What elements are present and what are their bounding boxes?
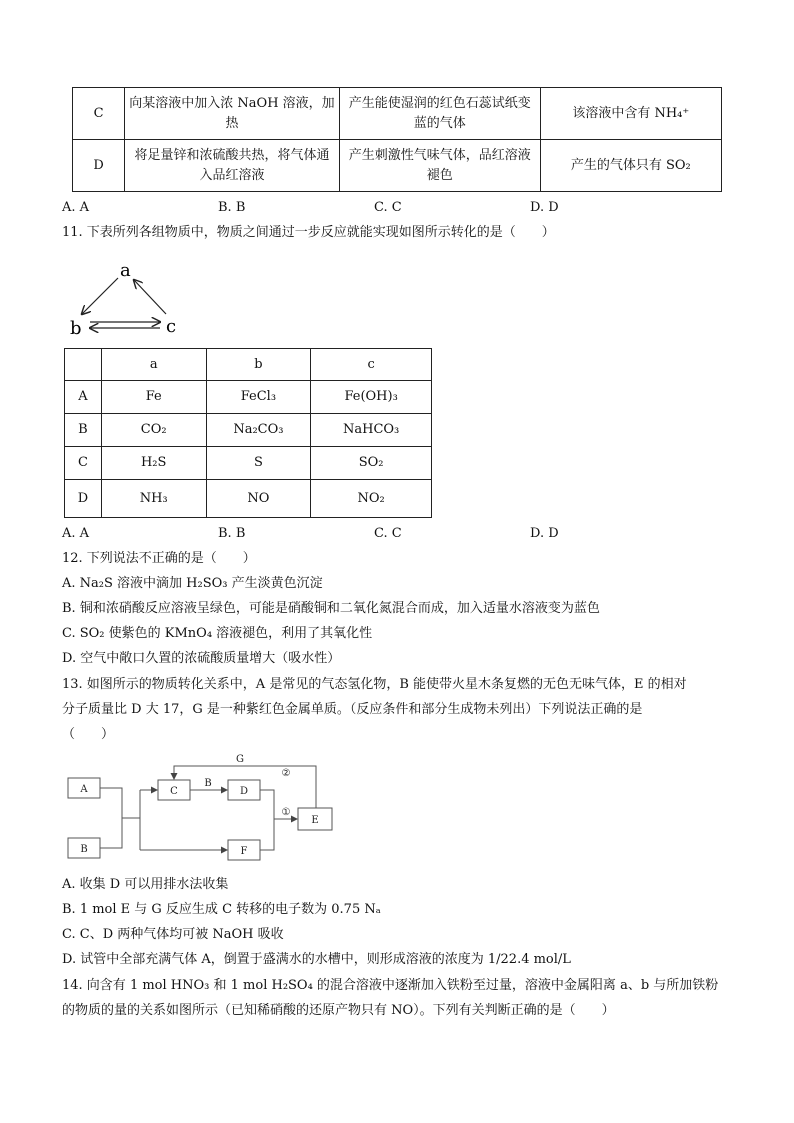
q10-options	[62, 199, 686, 217]
phenomenon-cell: 产生能使湿润的红色石蕊试纸变蓝的气体	[339, 88, 540, 140]
conclusion-cell: 该溶液中含有 NH₄⁺	[540, 88, 721, 140]
option-d[interactable]: D. D	[530, 526, 559, 541]
label-B: B	[80, 844, 88, 855]
q14-stem-line1: 14. 向含有 1 mol HNO₃ 和 1 mol H₂SO₄ 的混合溶液中逐渐加入铁粉至过量，溶液中金属阳离 a、b 与所加铁粉	[62, 978, 719, 993]
q11-table	[64, 348, 432, 518]
q13-flow-diagram	[60, 752, 350, 868]
table-row	[65, 381, 432, 414]
option-c[interactable]: C. C	[374, 526, 402, 541]
q11-stem: 11. 下表所列各组物质中，物质之间通过一步反应就能实现如图所示转化的是（ ）	[62, 225, 555, 240]
table-row	[73, 88, 722, 140]
q13-option-c[interactable]: C. C、D 两种气体均可被 NaOH 吸收	[62, 927, 284, 942]
node-c: c	[166, 316, 177, 337]
cell-c: SO₂	[311, 447, 432, 480]
node-b: b	[70, 318, 82, 339]
q13-option-d[interactable]: D. 试管中全部充满气体 A，倒置于盛满水的水槽中，则形成溶液的浓度为 1/22.4 mol/L	[62, 952, 571, 967]
q14-stem-line2: 的物质的量的关系如图所示（已知稀硝酸的还原产物只有 NO）。下列有关判断正确的是（ ）	[62, 1003, 615, 1018]
row-label: C	[73, 88, 125, 140]
label-F: F	[240, 846, 248, 857]
operation-cell: 将足量锌和浓硫酸共热，将气体通入品红溶液	[125, 140, 340, 192]
q11-diagram	[62, 256, 202, 342]
row-label: D	[65, 480, 102, 518]
label-E: E	[311, 815, 319, 826]
q13-option-b[interactable]: B. 1 mol E 与 G 反应生成 C 转移的电子数为 0.75 Nₐ	[62, 902, 381, 917]
table-row	[65, 447, 432, 480]
table-row	[73, 140, 722, 192]
node-a: a	[120, 260, 131, 281]
label-G: G	[236, 754, 244, 765]
row-label: D	[73, 140, 125, 192]
q13-stem-line1: 13. 如图所示的物质转化关系中，A 是常见的气态氢化物，B 能使带火星木条复燃的无色无味气体，E 的相对	[62, 677, 687, 692]
merge-line	[100, 788, 122, 848]
arrow-c-to-a	[134, 280, 166, 314]
q11-options	[62, 525, 686, 543]
header-cell: b	[206, 349, 311, 381]
label-arrow-B: B	[204, 778, 212, 789]
q13-stem-line2: 分子质量比 D 大 17，G 是一种紫红色金属单质。（反应条件和部分生成物未列出）下列说法正确的是	[62, 702, 643, 717]
table-row	[65, 414, 432, 447]
label-C: C	[170, 786, 178, 797]
cell-b: NO	[206, 480, 311, 518]
option-a[interactable]: A. A	[62, 200, 90, 215]
table-row	[65, 480, 432, 518]
label-A: A	[80, 784, 88, 795]
label-D: D	[239, 786, 249, 797]
cell-a: CO₂	[101, 414, 206, 447]
table-header-row	[65, 349, 432, 381]
q12-option-c[interactable]: C. SO₂ 使紫色的 KMnO₄ 溶液褪色，利用了其氧化性	[62, 626, 373, 641]
row-label: C	[65, 447, 102, 480]
q12-option-a[interactable]: A. Na₂S 溶液中滴加 H₂SO₃ 产生淡黄色沉淀	[62, 576, 323, 591]
option-c[interactable]: C. C	[374, 200, 402, 215]
header-cell: a	[101, 349, 206, 381]
cell-a: Fe	[101, 381, 206, 414]
arrow-a-to-b	[82, 278, 118, 314]
cell-c: Fe(OH)₃	[311, 381, 432, 414]
row-label: B	[65, 414, 102, 447]
option-b[interactable]: B. B	[218, 200, 246, 215]
option-a[interactable]: A. A	[62, 526, 90, 541]
q12-stem: 12. 下列说法不正确的是（ ）	[62, 551, 256, 566]
q13-option-a[interactable]: A. 收集 D 可以用排水法收集	[62, 877, 229, 892]
conclusion-cell: 产生的气体只有 SO₂	[540, 140, 721, 192]
cell-a: H₂S	[101, 447, 206, 480]
option-d[interactable]: D. D	[530, 200, 559, 215]
q13-stem-line3: （ ）	[62, 727, 115, 742]
label-step2: ②	[281, 768, 291, 779]
cell-c: NO₂	[311, 480, 432, 518]
phenomenon-cell: 产生刺激性气味气体，品红溶液褪色	[339, 140, 540, 192]
label-step1: ①	[281, 807, 291, 818]
option-b[interactable]: B. B	[218, 526, 246, 541]
q12-option-b[interactable]: B. 铜和浓硝酸反应溶液呈绿色，可能是硝酸铜和二氧化氮混合而成，加入适量水溶液变为蓝色	[62, 601, 600, 616]
cell-b: Na₂CO₃	[206, 414, 311, 447]
cell-b: S	[206, 447, 311, 480]
row-label: A	[65, 381, 102, 414]
q10-table	[72, 87, 722, 192]
cell-b: FeCl₃	[206, 381, 311, 414]
cell-a: NH₃	[101, 480, 206, 518]
header-cell: c	[311, 349, 432, 381]
cell-c: NaHCO₃	[311, 414, 432, 447]
merge-DF	[260, 790, 274, 850]
q12-option-d[interactable]: D. 空气中敞口久置的浓硫酸质量增大（吸水性）	[62, 651, 341, 666]
header-cell	[65, 349, 102, 381]
operation-cell: 向某溶液中加入浓 NaOH 溶液，加热	[125, 88, 340, 140]
